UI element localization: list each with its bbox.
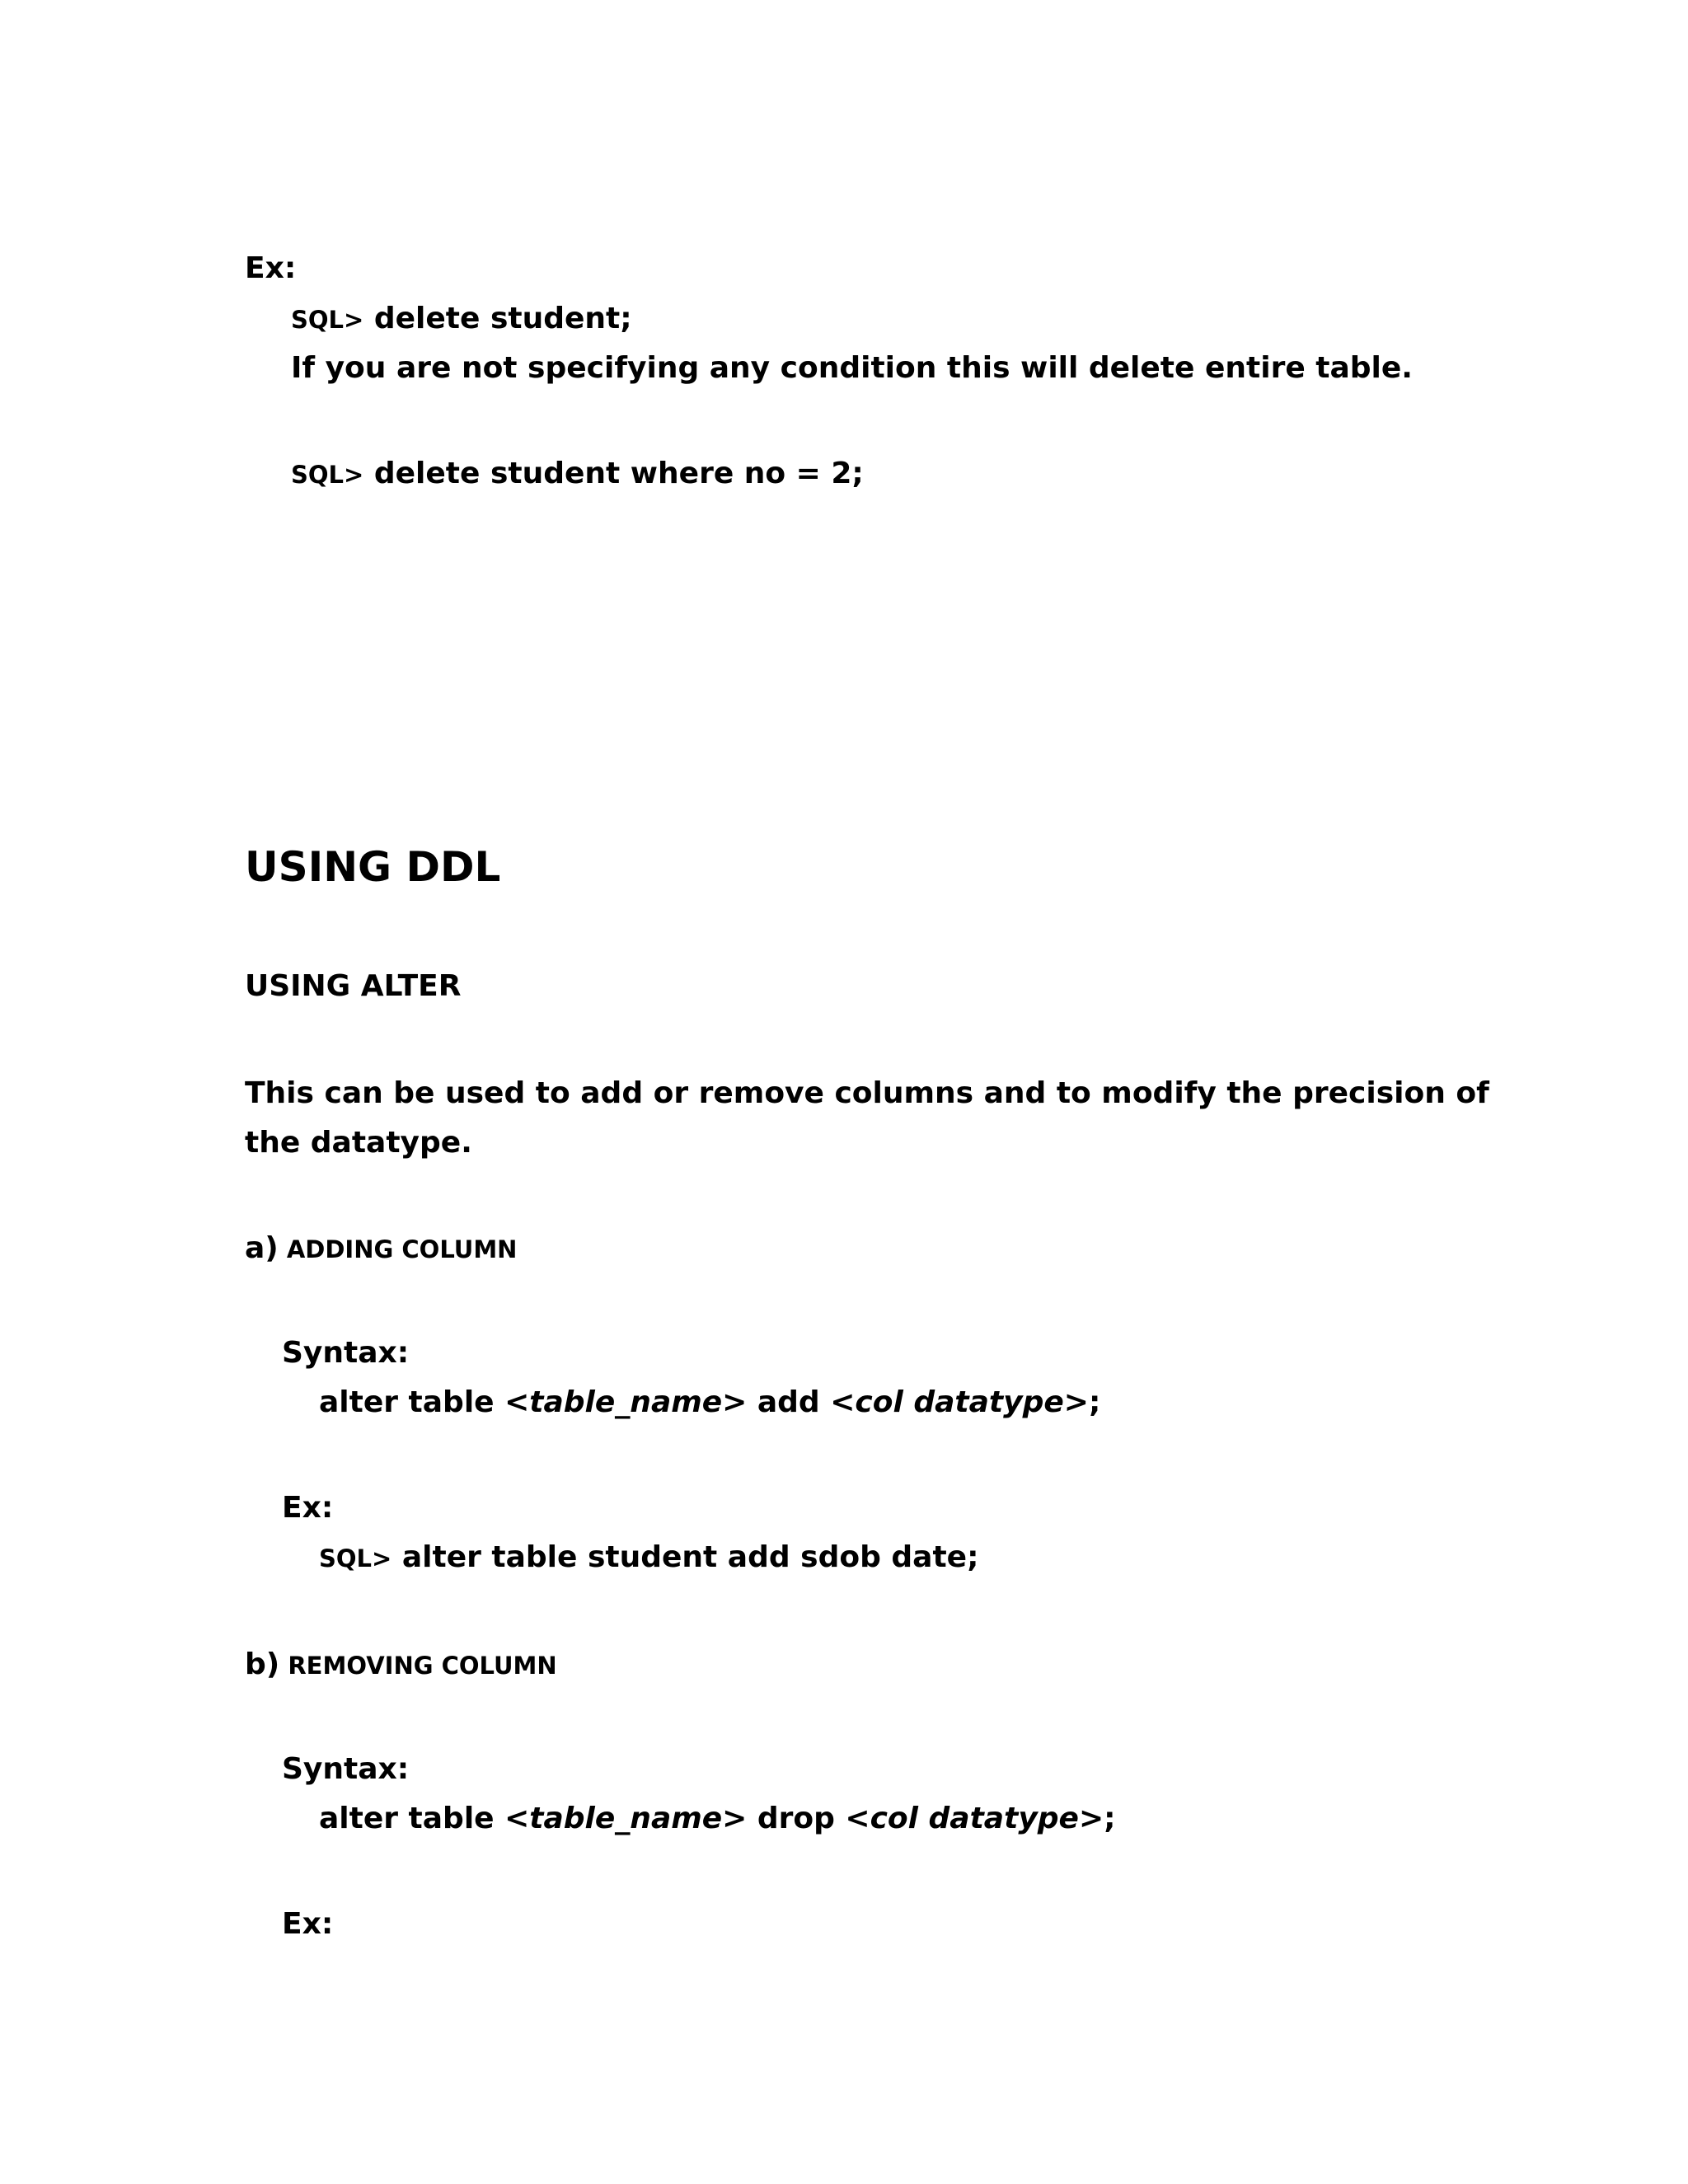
sql-delete-line — [291, 301, 632, 338]
syntax-prefix: alter table < — [319, 1385, 530, 1419]
sql-command: delete student where no = 2; — [363, 457, 864, 490]
section-a-syntax — [319, 1385, 1100, 1421]
section-a-heading — [245, 1230, 517, 1268]
syntax-col-placeholder: col datatype — [870, 1802, 1079, 1835]
section-a-syntax-label: Syntax: — [282, 1336, 410, 1370]
section-b-ex-label: Ex: — [282, 1907, 334, 1941]
section-title: ADDING COLUMN — [278, 1235, 518, 1263]
description-line-2: the datatype. — [245, 1126, 472, 1160]
sql-prompt: SQL> — [319, 1544, 392, 1572]
heading-using-alter: USING ALTER — [245, 969, 462, 1003]
description-line-1: This can be used to add or remove columns and to modify the precision of — [245, 1076, 1489, 1110]
delete-note: If you are not specifying any condition this will delete entire table. — [291, 351, 1413, 385]
syntax-table-placeholder: table_name — [529, 1385, 723, 1419]
ex-label: Ex: — [245, 251, 297, 285]
sql-delete-where-line — [291, 456, 864, 493]
section-marker: a) — [245, 1231, 279, 1265]
syntax-end: >; — [1063, 1385, 1101, 1419]
section-b-syntax-label: Syntax: — [282, 1752, 410, 1786]
section-a-example — [319, 1540, 978, 1577]
syntax-end: >; — [1078, 1802, 1116, 1835]
section-b-heading — [245, 1647, 557, 1684]
syntax-table-placeholder: table_name — [529, 1802, 723, 1835]
section-title: REMOVING COLUMN — [279, 1652, 557, 1680]
heading-using-ddl: USING DDL — [245, 843, 501, 891]
section-marker: b) — [245, 1647, 280, 1681]
sql-command: delete student; — [363, 302, 632, 335]
syntax-mid: > drop < — [722, 1802, 870, 1835]
sql-prompt: SQL> — [291, 461, 364, 489]
sql-prompt: SQL> — [291, 306, 364, 334]
section-b-syntax — [319, 1801, 1116, 1837]
section-a-ex-label: Ex: — [282, 1491, 334, 1525]
syntax-col-placeholder: col datatype — [855, 1385, 1064, 1419]
syntax-mid: > add < — [722, 1385, 856, 1419]
syntax-prefix: alter table < — [319, 1802, 530, 1835]
sql-command: alter table student add sdob date; — [392, 1540, 979, 1574]
